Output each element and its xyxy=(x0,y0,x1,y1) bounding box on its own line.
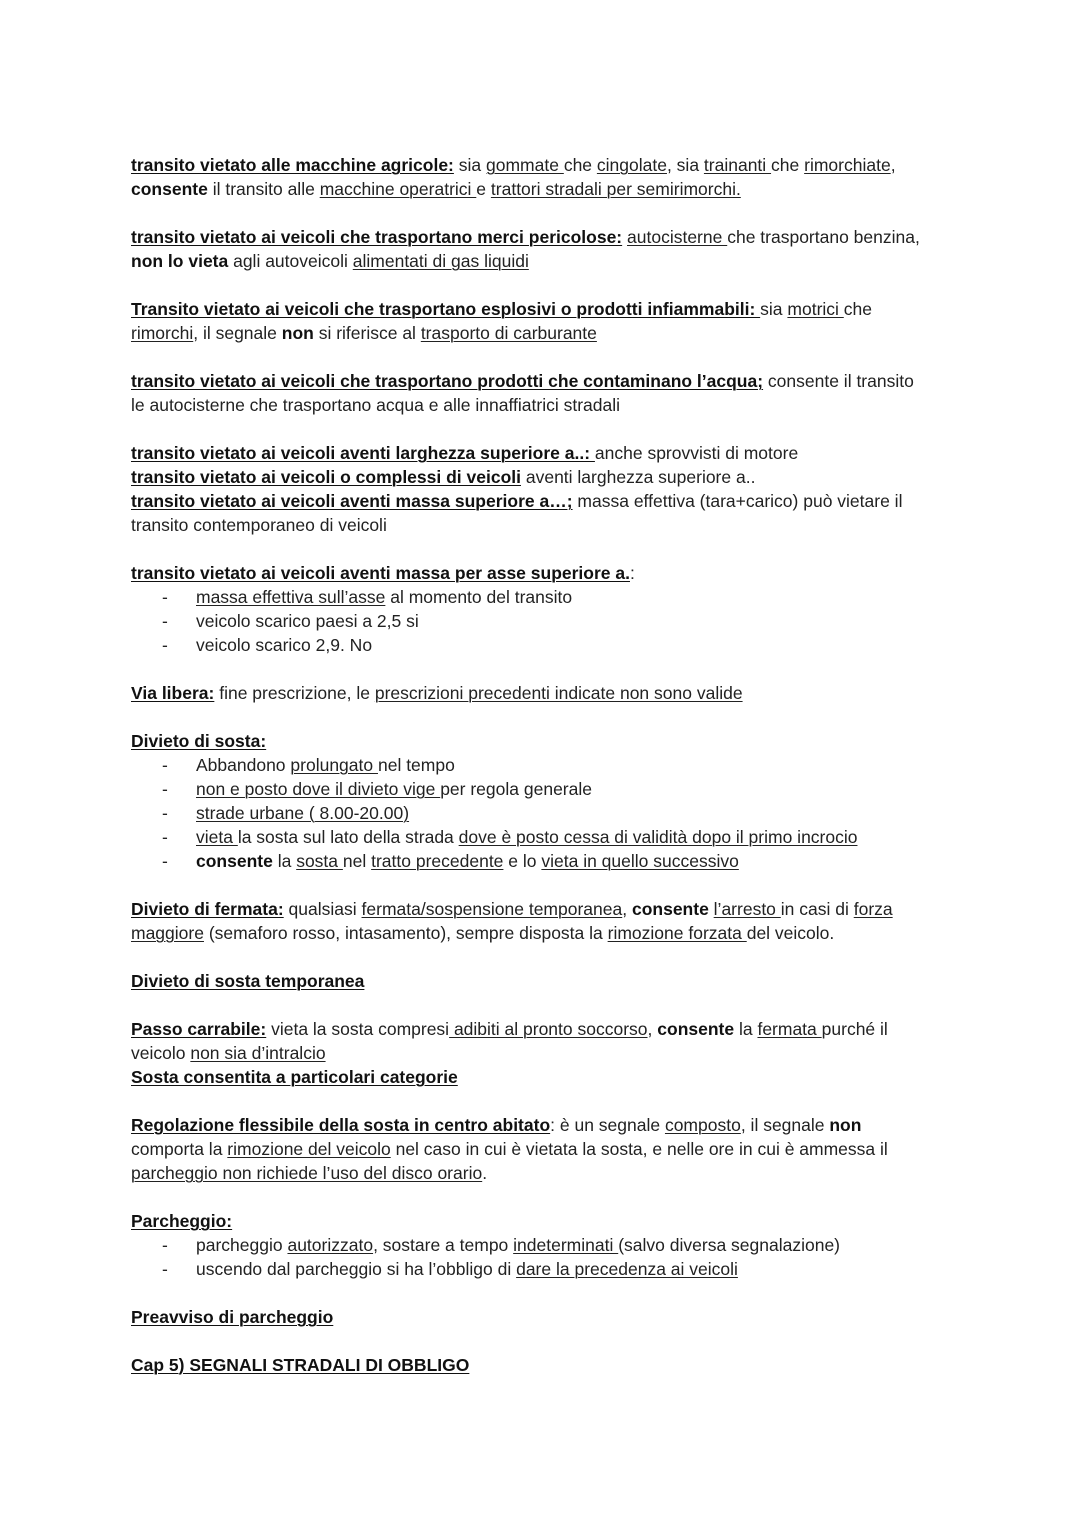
paragraph-via-libera: Via libera: fine prescrizione, le prescrizioni precedenti indicate non sono valide xyxy=(131,683,743,703)
heading-preavviso: Preavviso di parcheggio xyxy=(131,1307,334,1327)
paragraph-divieto-fermata-cont: maggiore (semaforo rosso, intasamento), sempre disposta la rimozione forzata del veicolo. xyxy=(131,923,835,943)
heading-parcheggio: Parcheggio: xyxy=(131,1211,233,1231)
heading-massa: transito vietato ai veicoli aventi massa superiore a…; xyxy=(131,491,573,511)
list-divieto-sosta xyxy=(131,753,961,873)
heading-divieto-sosta: Divieto di sosta: xyxy=(131,731,267,751)
chapter-heading xyxy=(131,1353,961,1377)
paragraph-divieto-sosta xyxy=(131,729,961,753)
paragraph-regolazione-cont: comporta la rimozione del veicolo nel caso in cui è vietata la sosta, e nelle ore in cui è ammessa il xyxy=(131,1139,888,1159)
paragraph-passo-carrabile-cont: veicolo non sia d’intralcio xyxy=(131,1043,326,1063)
heading-massa-asse: transito vietato ai veicoli aventi massa per asse superiore a. xyxy=(131,563,630,583)
paragraph-sosta-categorie xyxy=(131,1065,961,1089)
paragraph-massa: transito vietato ai veicoli aventi massa superiore a…; massa effettiva (tara+carico) può vietare il xyxy=(131,491,903,511)
paragraph-acqua-cont: le autocisterne che trasportano acqua e alle innaffiatrici stradali xyxy=(131,395,620,415)
heading-regolazione: Regolazione flessibile della sosta in centro abitato xyxy=(131,1115,551,1135)
paragraph-regolazione: Regolazione flessibile della sosta in centro abitato: è un segnale composto, il segnale non xyxy=(131,1115,862,1135)
heading-acqua: transito vietato ai veicoli che trasportano prodotti che contaminano l’acqua; xyxy=(131,371,764,391)
heading-cap5: Cap 5) SEGNALI STRADALI DI OBBLIGO xyxy=(131,1355,470,1375)
list-item: - strade urbane ( 8.00-20.00) xyxy=(131,801,961,825)
paragraph-agricole-cont: consente il transito alle macchine operatrici e trattori stradali per semirimorchi. xyxy=(131,179,741,199)
list-item: - veicolo scarico paesi a 2,5 si xyxy=(131,609,961,633)
paragraph-passo-carrabile: Passo carrabile: vieta la sosta compresi adibiti al pronto soccorso, consente la fermata purché il xyxy=(131,1019,888,1039)
heading-merci-pericolose: transito vietato ai veicoli che trasportano merci pericolose: xyxy=(131,227,623,247)
list-item: - veicolo scarico 2,9. No xyxy=(131,633,961,657)
list-parcheggio xyxy=(131,1233,961,1281)
heading-via-libera: Via libera: xyxy=(131,683,215,703)
paragraph-preavviso xyxy=(131,1305,961,1329)
heading-complessi: transito vietato ai veicoli o complessi di veicoli xyxy=(131,467,521,487)
paragraph-massa-cont: transito contemporaneo di veicoli xyxy=(131,515,387,535)
paragraph-acqua: transito vietato ai veicoli che trasportano prodotti che contaminano l’acqua; consente il transito xyxy=(131,371,914,391)
paragraph-esplosivi: Transito vietato ai veicoli che trasportano esplosivi o prodotti infiammabili: sia motrici che xyxy=(131,299,872,319)
list-item: - massa effettiva sull’asse al momento del transito xyxy=(131,585,961,609)
heading-esplosivi: Transito vietato ai veicoli che trasportano esplosivi o prodotti infiammabili: xyxy=(131,299,761,319)
paragraph-merci-pericolose: transito vietato ai veicoli che trasportano merci pericolose: autocisterne che trasportano benzina, xyxy=(131,227,920,247)
paragraph-complessi: transito vietato ai veicoli o complessi di veicoli aventi larghezza superiore a.. xyxy=(131,467,756,487)
paragraph-regolazione-cont2: parcheggio non richiede l’uso del disco orario. xyxy=(131,1163,488,1183)
heading-sosta-categorie: Sosta consentita a particolari categorie xyxy=(131,1067,458,1087)
list-item: - vieta la sosta sul lato della strada dove è posto cessa di validità dopo il primo incrocio xyxy=(131,825,961,849)
paragraph-larghezza: transito vietato ai veicoli aventi larghezza superiore a..: anche sprovvisti di motore xyxy=(131,443,799,463)
list-item: - parcheggio autorizzato, sostare a tempo indeterminati (salvo diversa segnalazione) xyxy=(131,1233,961,1257)
list-item: - consente la sosta nel tratto precedente e lo vieta in quello successivo xyxy=(131,849,961,873)
paragraph-agricole: transito vietato alle macchine agricole: sia gommate che cingolate, sia trainanti che rimorchiate, xyxy=(131,155,896,175)
paragraph-parcheggio xyxy=(131,1209,961,1233)
heading-divieto-fermata: Divieto di fermata: xyxy=(131,899,284,919)
paragraph-merci-pericolose-cont: non lo vieta agli autoveicoli alimentati di gas liquidi xyxy=(131,251,529,271)
list-massa-asse xyxy=(131,585,961,657)
heading-larghezza: transito vietato ai veicoli aventi larghezza superiore a..: xyxy=(131,443,595,463)
paragraph-massa-asse: transito vietato ai veicoli aventi massa per asse superiore a.: xyxy=(131,563,635,583)
heading-sosta-temporanea: Divieto di sosta temporanea xyxy=(131,971,365,991)
heading-agricole: transito vietato alle macchine agricole: xyxy=(131,155,454,175)
paragraph-sosta-temporanea xyxy=(131,969,961,993)
paragraph-divieto-fermata: Divieto di fermata: qualsiasi fermata/sospensione temporanea, consente l’arresto in casi di forza xyxy=(131,899,893,919)
paragraph-esplosivi-cont: rimorchi, il segnale non si riferisce al trasporto di carburante xyxy=(131,323,597,343)
list-item: - non e posto dove il divieto vige per regola generale xyxy=(131,777,961,801)
list-item: - uscendo dal parcheggio si ha l’obbligo di dare la precedenza ai veicoli xyxy=(131,1257,961,1281)
heading-passo-carrabile: Passo carrabile: xyxy=(131,1019,267,1039)
notes-body xyxy=(131,153,961,1377)
list-item: - Abbandono prolungato nel tempo xyxy=(131,753,961,777)
